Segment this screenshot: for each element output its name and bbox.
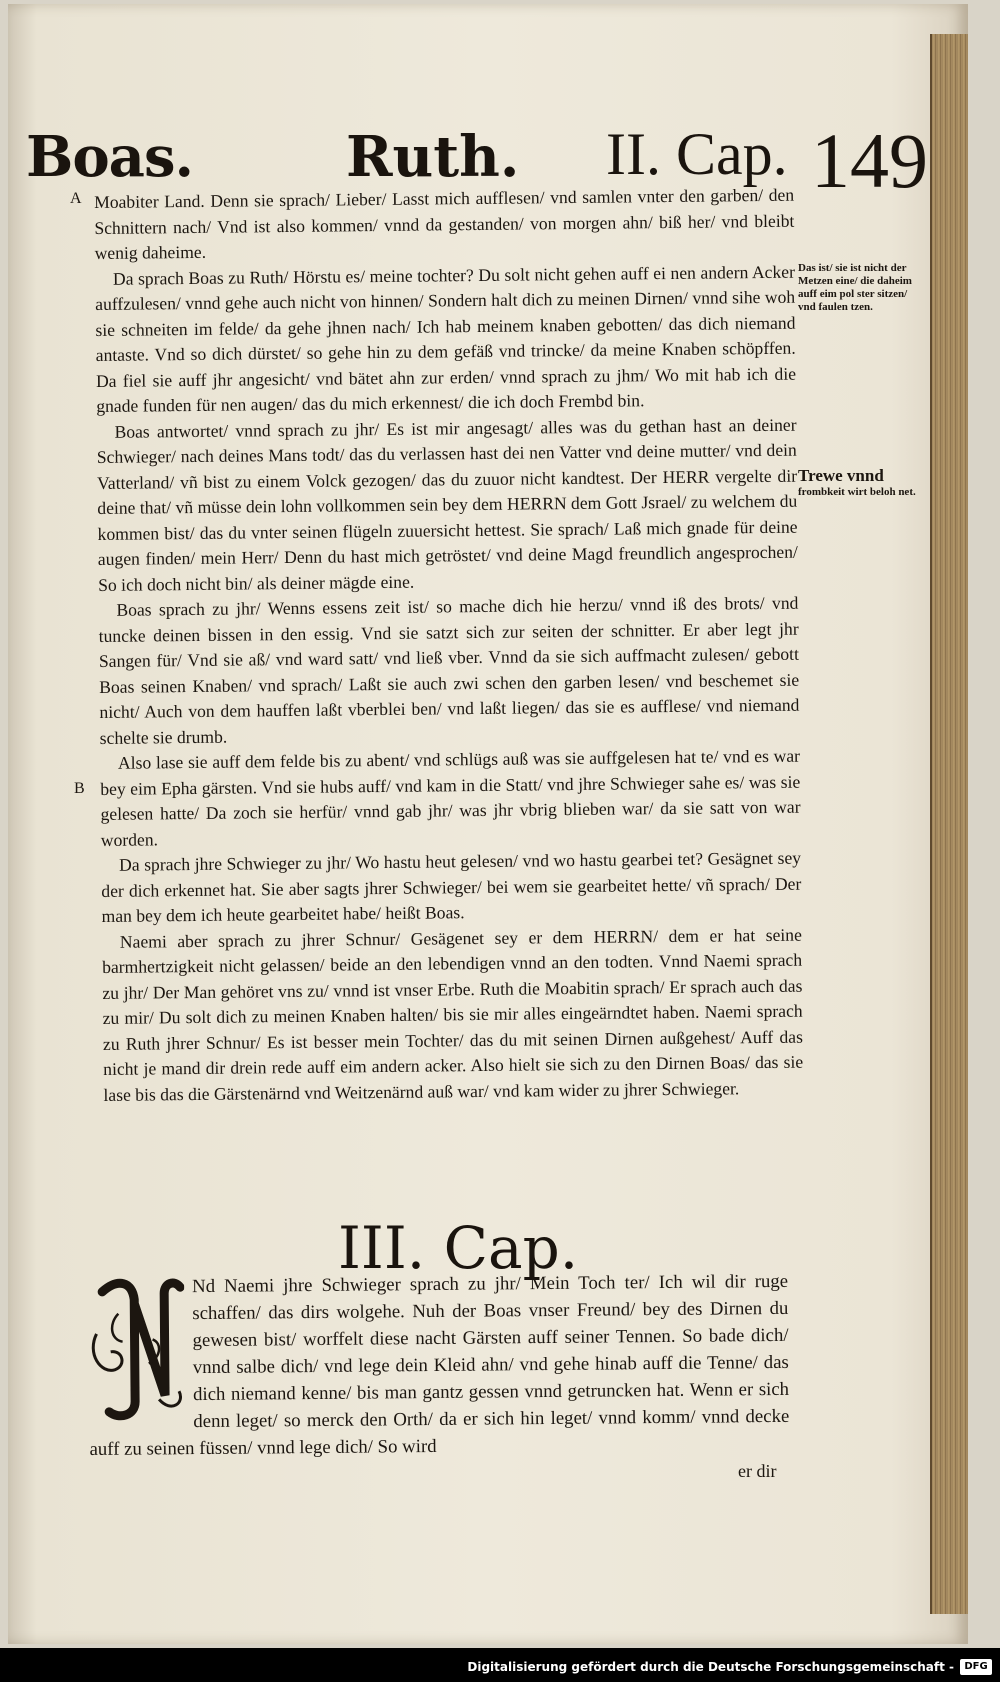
- folio-number: 149: [811, 117, 928, 204]
- footer-bar: [0, 1648, 1000, 1682]
- paragraph: Also lase sie auff dem felde bis zu abent/ vnd schlügs auß was sie auffgelesen hat te/ vnd es war bey eim Epha gärsten. Vnd sie hubs auff/ vnd kam in die Statt/ vnd jhre Schwieger sahe es/ was sie gelesen hatte/ Da zoch sie herfür/ vnnd gab jhr/ was jhr vbrig blieben war/ da sie satt von war worden.: [100, 745, 801, 850]
- catchword: er dir: [738, 1461, 777, 1481]
- marginal-note-heading: Trewe vnnd: [798, 466, 884, 485]
- header-chapter: II. Cap.: [606, 121, 788, 187]
- funding-note: Digitalisierung gefördert durch die Deutsche Forschungsgemeinschaft -: [467, 1660, 954, 1674]
- chapter-text: [88, 1268, 790, 1463]
- section-mark-a: A: [70, 190, 82, 207]
- paragraph: Naemi aber sprach zu jhrer Schnur/ Gesägenet sey er dem HERRN/ dem er hat seine barmhertzigkeit nicht gelassen/ beide an den lebendigen vnnd an den todten. Vnnd Naemi sprach zu jhr/ Der Man gehöret vns zu/ vnnd ist vnser Erbe. Ruth die Moabitin sprach/ Er sprach auch das zu mir/ Du solt dich zu meinen Knaben halten/ bis sie mir alles eingeärndtet haben. Naemi sprach zu Ruth jhrer Schnur/ Es ist besser mein Tochter/ das du mit seinen Dirnen außgehest/ Auff das nicht je mand dir drein rede auff eim andern acker. Also hielt sie sich zu den Dirnen Boas/ das sie lase bis das die Gärstenärnd vnd Weitzenärnd auß war/ vnd kam wider zu jhrer Schwieger.: [102, 924, 804, 1105]
- paragraph: Moabiter Land. Denn sie sprach/ Lieber/ Lasst mich aufflesen/ vnd samlen vnter den garben/ den Schnittern nach/ Vnd ist also kommen/ vnnd da gestanden/ von morgen ahn/ biß her/ vnd bleibt wenig daheime.: [94, 184, 795, 263]
- paragraph: Da sprach Boas zu Ruth/ Hörstu es/ meine tochter? Du solt nicht gehen auff ei nen andern Acker auffzulesen/ vnnd gehe auch nicht von hinnen/ Sondern halt dich zu meinen Dirnen/ vnnd sihe woh sie schneiten im felde/ da gehe jhnen nach/ Ich hab meinem knaben gebotten/ das dich niemand antaste. Vnd so dich dürstet/ so gehe hin zu dem gefäß vnd trincke/ da meine Knaben schöpffen. Da fiel sie auff jhr angesicht/ vnd bätet ahn zur erden/ vnnd sprach zu jhm/ Wo mit hab ich die gnade funden für nen augen/ das du mich erkennest/ die ich doch Frembd bin.: [95, 261, 797, 416]
- header-center: Ruth.: [346, 124, 520, 190]
- chapter-paragraph: Nd Naemi jhre Schwieger sprach zu jhr/ Mein Toch ter/ Ich wil dir ruge schaffen/ das dirs wolgehe. Nuh der Boas vnser Freund/ bey des Dirnen du gewesen bist/ worffelt diese nacht Gärsten auff seiner Tennen. So bade dich/ vnnd salbe dich/ vnd lege dein Kleid ahn/ vnd gehe hinab auff die Tenne/ das dich niemand kenne/ bis man gantz gessen vnnd getruncken hat. Wenn er sich denn leget/ so merck den Orth/ da er sich hin leget/ vnnd komm/ vnnd decke auff zu seinen füssen/ vnnd lege dich/ So wird: [89, 1270, 790, 1460]
- paragraph: Boas antwortet/ vnnd sprach zu jhr/ Es ist mir angesagt/ alles was du gethan hast an deiner Schwieger/ nach deines Mans todt/ das du verlassen hast dei nen Vatter vnd deine mutter/ vnd dein Vatterland/ vñ bist zu einem Volck gezogen/ das du zuuor nicht kandtest. Der HERR vergelte dir deine that/ vñ müsse dein lohn vollkommen sein bey dem HERRN dem Gott Jsrael/ zu welchem du kommen bist/ das du vnter seinen flügeln zuuersicht hettest. Sie sprach/ Laß mich gnade für deine augen finden/ mein Herr/ Denn du hast mich getröstet/ vnd deine Magd freundlich angesprochen/ So ich doch nicht bin/ als deiner mägde eine.: [96, 414, 798, 595]
- marginal-note: [798, 466, 918, 499]
- marginal-note-body: frombkeit wirt beloh net.: [798, 486, 916, 498]
- paragraph: Da sprach jhre Schwieger zu jhr/ Wo hastu heut gelesen/ vnd wo hastu gearbei tet? Gesägnet sey der dich erkennet hat. Sie aber sagts jhrer Schwieger/ bei wem sie gearbeitet hette/ vñ sprach/ Der man bey dem ich heute gearbeitet habe/ heißt Boas.: [101, 847, 802, 926]
- decorated-initial-icon: [88, 1273, 185, 1424]
- book-page: [8, 4, 968, 1644]
- chapter-heading: III. Cap.: [338, 1214, 579, 1282]
- main-text: [94, 183, 804, 1108]
- page-edge: [930, 34, 968, 1614]
- marginal-note: Das ist/ sie ist nicht der Metzen eine/ die daheim auff eim pol ster sitzen/ vnd faulen tzen.: [798, 262, 912, 313]
- section-mark-b: B: [74, 780, 85, 797]
- header-left: Boas.: [26, 124, 193, 190]
- paragraph: Boas sprach zu jhr/ Wenns essens zeit ist/ so mache dich hie herzu/ vnnd iß des brots/ vnd tuncke deinen bissen in den essig. Vnd sie satzt sich zur seiten der schnitter. Er aber legt jhr Sangen für/ Vnd sie aß/ vnd ward satt/ vnd ließ vber. Vnnd da sie sich auffmacht zulesen/ gebott Boas seinen Knaben/ vnd sprach/ Laßt sie auch zwi schen den garben lesen/ vnd beschemet sie nicht/ Auch von dem hauffen laßt vberblei ben/ vnd laßt liegen/ das sie es aufflese/ vnd niemand schelte sie drumb.: [98, 592, 800, 748]
- dfg-logo: DFG: [960, 1659, 992, 1675]
